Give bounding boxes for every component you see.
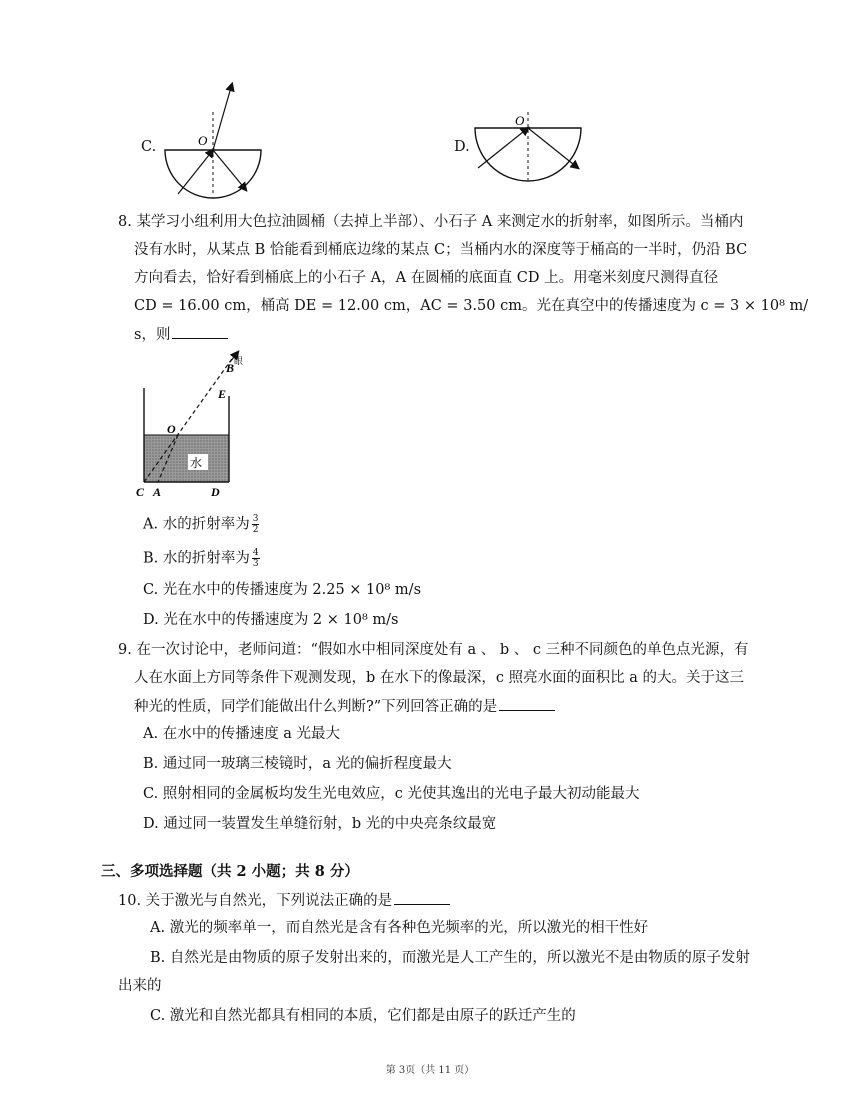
q9-line3: 种光的性质，同学们能做出什么判断?”下列回答正确的是 bbox=[134, 696, 555, 717]
q8-option-b: B. 水的折射率为 $\frac{4}{3}$ bbox=[143, 548, 259, 569]
section-3-heading: 三、多项选择题（共 2 小题；共 8 分） bbox=[101, 863, 359, 880]
q8-option-c: C. 光在水中的传播速度为 2.25 × 10⁸ m/s bbox=[143, 582, 422, 598]
q8-o-label: O bbox=[167, 422, 176, 436]
q8-a-label: A bbox=[153, 485, 162, 499]
q8-line3: 方向看去，恰好看到桶底上的小石子 A，A 在圆桶的底面直 CD 上。用毫米刻度尺测得直径 bbox=[134, 270, 719, 286]
q9-line2: 人在水面上方同等条件下观测发现，b 在水下的像最深，c 照亮水面的面积比 a 的大。关于这三 bbox=[134, 670, 744, 686]
q10-option-b-cont: 出来的 bbox=[118, 978, 162, 994]
q10-option-a: A. 激光的频率单一，而自然光是含有各种色光频率的光，所以激光的相干性好 bbox=[150, 920, 649, 936]
q8-line1: 8. 某学习小组利用大色拉油圆桶（去掉上半部）、小石子 A 来测定水的折射率，如图所示。当桶内 bbox=[118, 214, 744, 230]
q8-water-label: 水 bbox=[190, 456, 203, 470]
q8-line4: CD = 16.00 cm，桶高 DE = 12.00 cm，AC = 3.50 cm。光在真空中的传播速度为 c = 3 × 10⁸ m/ bbox=[134, 298, 809, 314]
q9-option-a: A. 在水中的传播速度 a 光最大 bbox=[143, 726, 341, 742]
option-d-label: D. bbox=[454, 139, 470, 155]
q8-b-label: B bbox=[226, 361, 235, 375]
q9-line1: 9. 在一次讨论中，老师问道：“假如水中相同深度处有 a 、 b 、 c 三种不同颜色的单色点光源，有 bbox=[118, 642, 749, 658]
q9-option-c: C. 照射相同的金属板均发生光电效应，c 光使其逸出的光电子最大初动能最大 bbox=[143, 786, 640, 802]
q8-c-label: C bbox=[136, 485, 145, 499]
q8-answer-blank[interactable] bbox=[172, 324, 228, 339]
option-d-figure bbox=[470, 110, 590, 186]
option-c-figure bbox=[160, 82, 270, 206]
q8-line5: s，则 bbox=[134, 324, 228, 345]
q8-e-label: E bbox=[218, 387, 227, 401]
q9-answer-blank[interactable] bbox=[499, 696, 555, 711]
q8-bucket-figure bbox=[134, 350, 244, 500]
q9-option-d: D. 通过同一装置发生单缝衍射，b 光的中央亮条纹最宽 bbox=[143, 816, 497, 832]
q10-line1: 10. 关于激光与自然光，下列说法正确的是 bbox=[118, 890, 450, 911]
q10-option-b: B. 自然光是由物质的原子发射出来的，而激光是人工产生的，所以激光不是由物质的原子发射 bbox=[150, 950, 750, 966]
q8-eye-icon: 眼 bbox=[234, 357, 244, 367]
option-c-label: C. bbox=[141, 139, 157, 155]
page-footer: 第 3页（共 11 页） bbox=[385, 1065, 475, 1076]
q8-line2: 没有水时，从某点 B 恰能看到桶底边缘的某点 C；当桶内水的深度等于桶高的一半时，仍沿 BC bbox=[134, 242, 748, 258]
q10-option-c: C. 激光和自然光都具有相同的本质，它们都是由原子的跃迁产生的 bbox=[150, 1008, 576, 1024]
q9-option-b: B. 通过同一玻璃三棱镜时，a 光的偏折程度最大 bbox=[143, 756, 452, 772]
q10-answer-blank[interactable] bbox=[394, 890, 450, 905]
option-d-o-label: O bbox=[515, 113, 525, 128]
option-c-o-label: O bbox=[198, 133, 208, 148]
q8-option-a: A. 水的折射率为 $\frac{3}{2}$ bbox=[143, 514, 259, 535]
q8-option-d: D. 光在水中的传播速度为 2 × 10⁸ m/s bbox=[143, 612, 399, 628]
q8-d-label: D bbox=[211, 485, 220, 499]
